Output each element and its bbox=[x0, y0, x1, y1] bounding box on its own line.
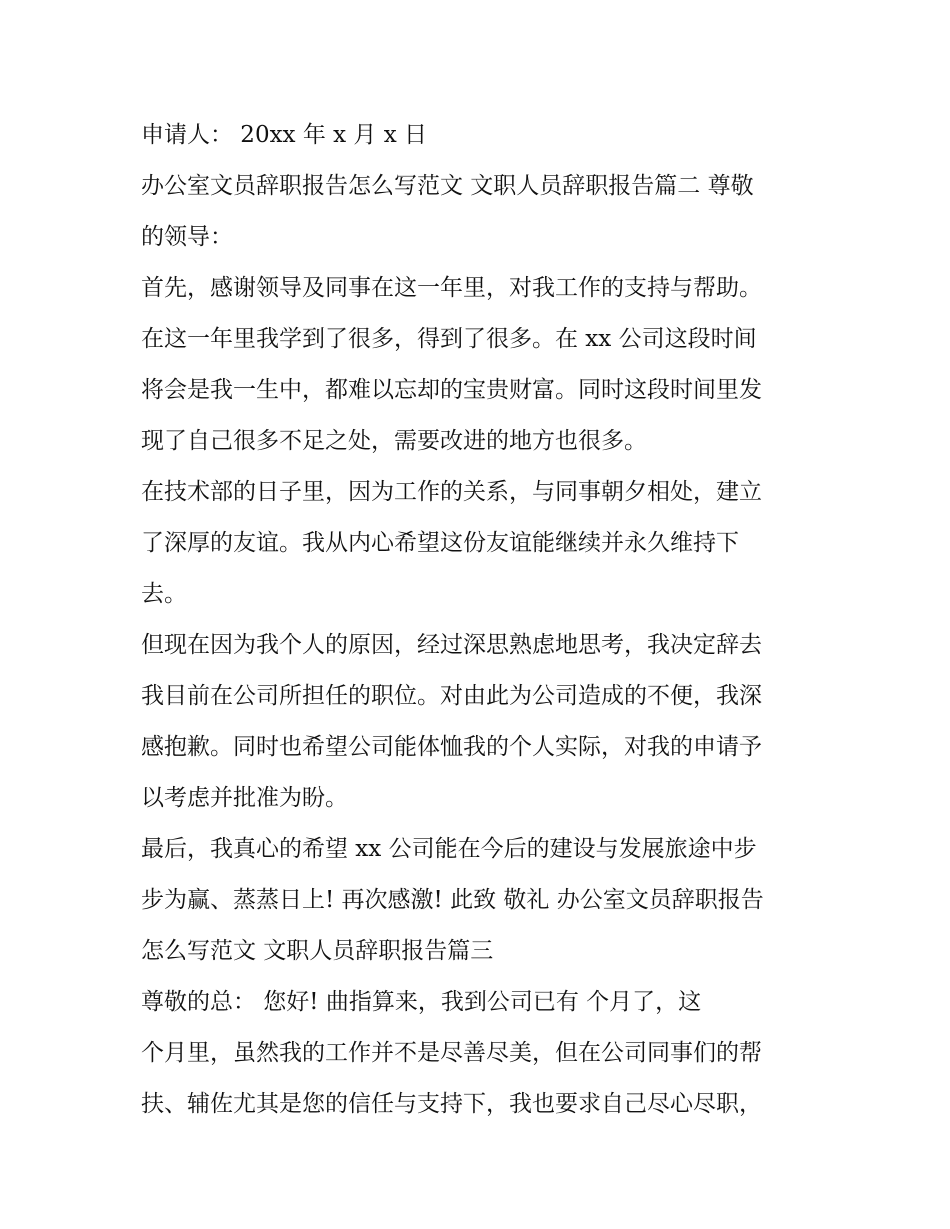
text-line: 扶、辅佐尤其是您的信任与支持下，我也要求自己尽心尽职， bbox=[141, 1091, 762, 1117]
text-line: 感抱歉。同时也希望公司能体恤我的个人实际，对我的申请予 bbox=[141, 734, 762, 760]
text-line: 的领导： bbox=[141, 224, 233, 250]
document-body bbox=[141, 110, 821, 1130]
text-line: 最后，我真心的希望 xx 公司能在今后的建设与发展旅途中步 bbox=[141, 836, 757, 862]
text-line: 将会是我一生中，都难以忘却的宝贵财富。同时这段时间里发 bbox=[141, 377, 762, 403]
text-line: 现了自己很多不足之处，需要改进的地方也很多。 bbox=[141, 428, 647, 454]
text-line: 以考虑并批准为盼。 bbox=[141, 785, 348, 811]
text-line: 首先，感谢领导及同事在这一年里，对我工作的支持与帮助。 bbox=[141, 275, 762, 301]
text-line: 个月里，虽然我的工作并不是尽善尽美，但在公司同事们的帮 bbox=[141, 1040, 762, 1066]
text-line: 但现在因为我个人的原因，经过深思熟虑地思考，我决定辞去 bbox=[141, 632, 762, 658]
text-line: 在技术部的日子里，因为工作的关系，与同事朝夕相处，建立 bbox=[141, 479, 762, 505]
applicant-date-line: 申请人： 20xx 年 x 月 x 日 bbox=[141, 122, 428, 148]
text-line: 步为赢、蒸蒸日上! 再次感激! 此致 敬礼 办公室文员辞职报告 bbox=[141, 887, 764, 913]
text-line: 去。 bbox=[141, 581, 187, 607]
text-line: 了深厚的友谊。我从内心希望这份友谊能继续并永久维持下 bbox=[141, 530, 739, 556]
text-line: 尊敬的总： 您好! 曲指算来，我到公司已有 个月了，这 bbox=[141, 989, 702, 1015]
text-line: 在这一年里我学到了很多，得到了很多。在 xx 公司这段时间 bbox=[141, 326, 757, 352]
text-line: 怎么写范文 文职人员辞职报告篇三 bbox=[141, 938, 494, 964]
text-line: 我目前在公司所担任的职位。对由此为公司造成的不便，我深 bbox=[141, 683, 762, 709]
text-line: 办公室文员辞职报告怎么写范文 文职人员辞职报告篇二 尊敬 bbox=[141, 173, 754, 199]
